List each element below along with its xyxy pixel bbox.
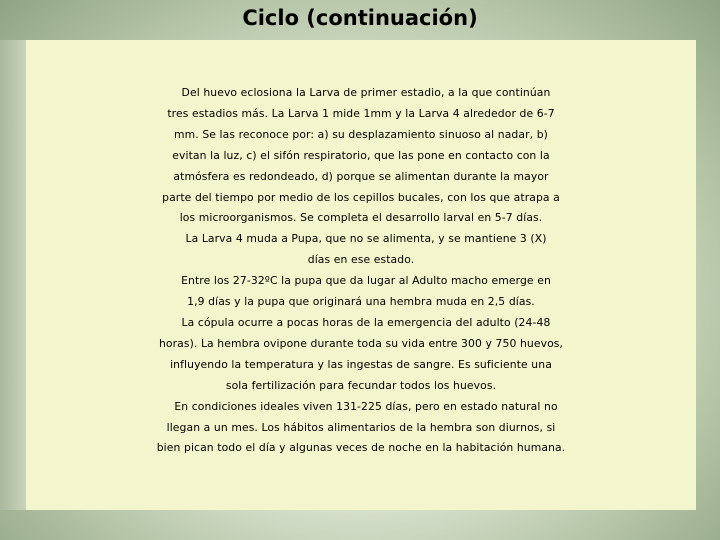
text-line: Entre los 27-32ºC la pupa que da lugar al Adulto macho emerge en [181,274,551,288]
text-line: evitan la luz, c) el sifón respiratorio, que las pone en contacto con la [172,148,550,162]
text-line: atmósfera es redondeado, d) porque se alimentan durante la mayor [173,169,549,183]
body-text [26,83,696,459]
text-line: horas). La hembra ovipone durante toda su vida entre 300 y 750 huevos, [158,336,564,350]
text-line: En condiciones ideales viven 131-225 días, pero en estado natural no [174,399,558,413]
text-line: parte del tiempo por medio de los cepillos bucales, con los que atrapa a [162,190,560,204]
slide-title: Ciclo (continuación) [242,6,478,30]
text-line: La Larva 4 muda a Pupa, que no se alimenta, y se mantiene 3 (X) [185,232,547,246]
text-line: La cópula ocurre a pocas horas de la emergencia del adulto (24-48 [181,315,551,329]
text-line: sola fertilización para fecundar todos los huevos. [225,378,497,392]
text-line: influyendo la temperatura y las ingestas de sangre. Es suficiente una [170,357,552,371]
text-line: tres estadios más. La Larva 1 mide 1mm y la Larva 4 alrededor de 6-7 [167,106,555,120]
text-line: mm. Se las reconoce por: a) su desplazamiento sinuoso al nadar, b) [174,127,548,141]
text-line: llegan a un mes. Los hábitos alimentarios de la hembra son diurnos, si [166,420,556,434]
text-line: 1,9 días y la pupa que originará una hembra muda en 2,5 días. [187,295,535,309]
text-line: Del huevo eclosiona la Larva de primer estadio, a la que continúan [181,86,551,99]
left-shade [0,40,26,510]
text-line: días en ese estado. [307,253,415,267]
text-line: bien pican todo el día y algunas veces de noche en la habitación humana. [156,441,566,455]
text-line: los microorganismos. Se completa el desarrollo larval en 5-7 días. [179,211,543,225]
